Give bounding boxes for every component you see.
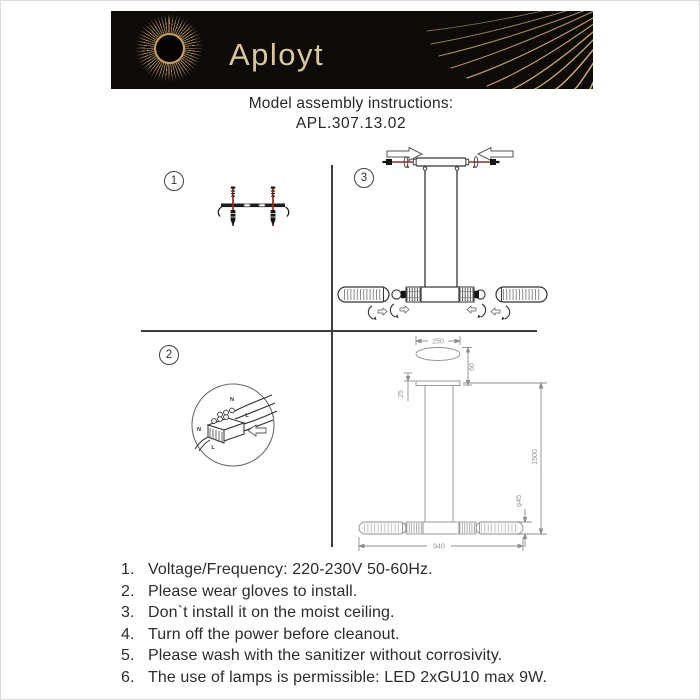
item-number: 1. [121,561,135,578]
item-number: 5. [121,647,135,665]
dim-fixture-width: 940 [433,543,445,551]
list-item [121,667,601,689]
item-text: Please wear gloves to install. [148,582,358,600]
item-text: Turn off the power before cleanout. [148,625,400,643]
vertical-divider [331,165,333,547]
item-number: 6. [121,668,135,686]
title-block [1,95,700,133]
wire-label-l2: L [211,445,215,451]
list-item [121,624,601,646]
wire-label-n2: N [197,427,201,433]
suspension-rods [425,170,457,287]
lamp-body [406,287,474,302]
dimension-drawing [351,333,601,559]
sunburst-eclipse-icon [135,14,203,82]
step-3-badge: 3 [354,168,374,188]
step-2-badge: 2 [159,345,179,365]
bulb-right [475,290,486,299]
step-1-badge: 1 [164,171,184,191]
shade-tube-right [496,287,547,302]
wire-label-l: L [245,413,249,419]
item-text: Please wash with the sanitizer without corrosivity. [148,647,503,665]
instruction-list [121,559,601,689]
mounting-bracket [218,204,288,217]
dim-overall-height: 1500 [532,449,539,465]
model-number: APL.307.13.02 [295,115,407,132]
bulb-left [392,290,406,299]
shade-tube-left [338,287,389,302]
dim-canopy-offset: 25 [398,390,405,398]
dim-canopy-width: 250 [432,338,444,346]
wire-label-n: N [230,397,234,403]
horizontal-divider [141,330,537,332]
dim-tube-diameter: φ45 [516,494,523,508]
brand-banner [111,11,593,89]
dimension-lines [359,336,547,551]
list-item [121,581,601,603]
dim-canopy-depth: 60 [469,363,476,371]
item-text: Voltage/Frequency: 220-230V 50-60Hz. [148,561,433,578]
list-item [121,559,601,581]
rotation-arrows [368,304,509,320]
canopy [413,158,468,170]
page-title: Model assembly instructions: [248,95,454,112]
list-item [121,602,601,624]
item-number: 4. [121,625,135,643]
canopy-screw-left [383,157,414,169]
logo-core [156,35,183,62]
item-number: 2. [121,582,135,600]
item-text: Don`t install it on the moist ceiling. [148,604,395,622]
item-number: 3. [121,604,135,622]
step-2-wiring-diagram [186,379,281,474]
canopy-screw-right [469,157,500,169]
item-text: The use of lamps is permissible: LED 2xGU10 max 9W. [148,668,548,686]
step-3-assembly-diagram [334,146,566,324]
list-item [121,645,601,667]
step-1-bracket-diagram [206,183,301,238]
brand-name: Aployt [229,37,325,72]
